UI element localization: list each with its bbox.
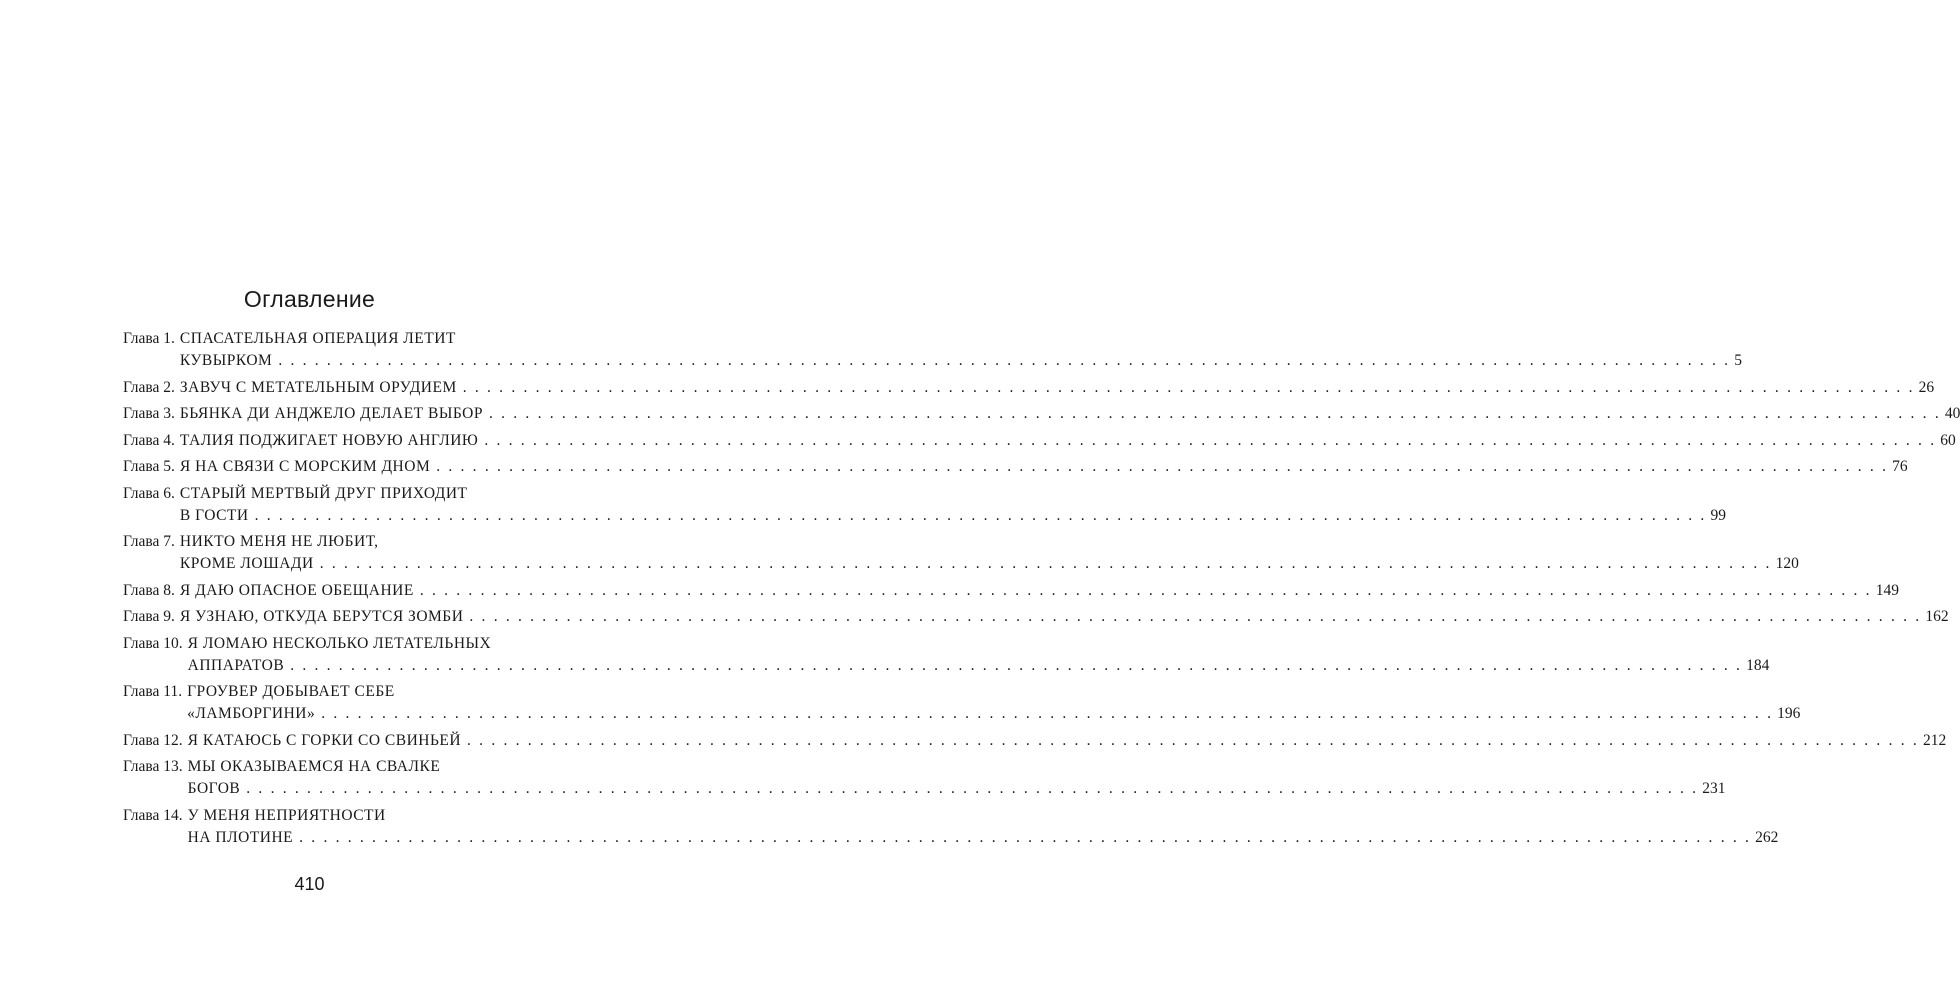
chapter-title-text: НИКТО МЕНЯ НЕ ЛЮБИТ,: [179, 533, 379, 550]
chapter-title-text: В ГОСТИ: [179, 506, 249, 524]
chapter-page-number: 5: [1734, 352, 1742, 369]
chapter-body: [179, 456, 1908, 478]
chapter-page-number: 76: [1892, 458, 1908, 475]
dot-leader: . . . . . . . . . . . . . . . . . . . . . . . . . . . . . . . . . . . . . . . . . . . . . . . . . . . . . . . . . . . . . . . . . . . . . . . . . . . . . . . . . . . . . . . . . . . . . . . . . . . . . . . . . . . . . . . . . . . . . . . .: [254, 506, 1707, 524]
dot-leader: . . . . . . . . . . . . . . . . . . . . . . . . . . . . . . . . . . . . . . . . . . . . . . . . . . . . . . . . . . . . . . . . . . . . . . . . . . . . . . . . . . . . . . . . . . . . . . . . . . . . . . . . . . . . . . . . . . . . . . . .: [419, 581, 1872, 599]
chapter-page-number: 212: [1922, 731, 1947, 749]
chapter-body: [187, 633, 1770, 677]
chapter-title-text: КУВЫРКОМ: [179, 352, 273, 369]
chapter-title-line: [180, 328, 553, 350]
chapter-page-number: 149: [1875, 581, 1900, 599]
chapter-page-number: 120: [1775, 555, 1799, 572]
dot-leader: . . . . . . . . . . . . . . . . . . . . . . . . . . . . . . . . . . . . . . . . . . . . . . . . . . . . . . . . . . . . . . . . . . . . . . . . . . . . . . . . . . . . . . . . . . . . . . . . . . . . . . . . . . . . . . . . . . . . . . . .: [319, 555, 1772, 572]
toc-entry: [123, 328, 1742, 372]
chapter-label: Глава 3.: [123, 405, 175, 422]
dot-leader: . . . . . . . . . . . . . . . . . . . . . . . . . . . . . . . . . . . . . . . . . . . . . . . . . . . . . . . . . . . . . . . . . . . . . . . . . . . . . . . . . . . . . . . . . . . . . . . . . . . . . . . . . . . . . . . . . . . . . . . .: [299, 828, 1752, 846]
chapter-page-number: 196: [1777, 705, 1801, 722]
chapter-body: [179, 483, 1727, 527]
chapter-body: [179, 606, 1949, 628]
chapter-label: Глава 10.: [123, 634, 183, 652]
chapter-title-line: [179, 505, 1727, 527]
dot-leader: . . . . . . . . . . . . . . . . . . . . . . . . . . . . . . . . . . . . . . . . . . . . . . . . . . . . . . . . . . . . . . . . . . . . . . . . . . . . . . . . . . . . . . . . . . . . . . . . . . . . . . . . . . . . . . . . . . . . . . . .: [467, 731, 1919, 749]
toc-entry: [123, 456, 1908, 478]
chapter-title-line: [188, 756, 553, 778]
chapter-title-text: АППАРАТОВ: [187, 656, 285, 674]
toc-entry: [123, 756, 1726, 800]
chapter-title-line: [179, 606, 1949, 628]
chapter-title-text: ЗАВУЧ С МЕТАТЕЛЬНЫМ ОРУДИЕМ: [179, 378, 457, 396]
dot-leader: . . . . . . . . . . . . . . . . . . . . . . . . . . . . . . . . . . . . . . . . . . . . . . . . . . . . . . . . . . . . . . . . . . . . . . . . . . . . . . . . . . . . . . . . . . . . . . . . . . . . . . . . . . . . . . . . . . . . . . . .: [484, 431, 1937, 449]
chapter-body: [187, 756, 1726, 800]
chapter-title-line: [179, 580, 1900, 602]
toc-entry: [123, 681, 1801, 725]
toc-entry: [123, 531, 1799, 575]
chapter-body: [179, 531, 1799, 575]
chapter-page-number: 60: [1940, 431, 1956, 449]
dot-leader: . . . . . . . . . . . . . . . . . . . . . . . . . . . . . . . . . . . . . . . . . . . . . . . . . . . . . . . . . . . . . . . . . . . . . . . . . . . . . . . . . . . . . . . . . . . . . . . . . . . . . . . . . . . . . . . . . . . . . . . .: [278, 352, 1731, 369]
chapter-label: Глава 6.: [123, 484, 175, 502]
chapter-label: Глава 8.: [123, 581, 175, 599]
chapter-title-line: [187, 827, 1779, 849]
dot-leader: . . . . . . . . . . . . . . . . . . . . . . . . . . . . . . . . . . . . . . . . . . . . . . . . . . . . . . . . . . . . . . . . . . . . . . . . . . . . . . . . . . . . . . . . . . . . . . . . . . . . . . . . . . . . . . . . . . . . . . . .: [321, 705, 1774, 722]
chapter-body: [187, 730, 1947, 752]
chapter-title-text: «ЛАМБОРГИНИ»: [187, 705, 316, 722]
chapter-page-number: 162: [1925, 608, 1949, 625]
dot-leader: . . . . . . . . . . . . . . . . . . . . . . . . . . . . . . . . . . . . . . . . . . . . . . . . . . . . . . . . . . . . . . . . . . . . . . . . . . . . . . . . . . . . . . . . . . . . . . . . . . . . . . . . . . . . . . . . . . . . . . . .: [246, 780, 1699, 797]
toc-entry: [123, 403, 1960, 425]
chapter-title-text: Я ЛОМАЮ НЕСКОЛЬКО ЛЕТАТЕЛЬНЫХ: [187, 634, 492, 652]
chapter-title-text: Я КАТАЮСЬ С ГОРКИ СО СВИНЬЕЙ: [187, 731, 462, 749]
chapter-title-line: [187, 681, 553, 703]
chapter-title-line: [180, 531, 553, 553]
chapter-body: [179, 403, 1960, 425]
chapter-title-line: [187, 655, 1770, 677]
chapter-label: Глава 11.: [123, 683, 183, 700]
chapter-title-line: [179, 377, 1935, 399]
chapter-title-line: [179, 403, 1960, 425]
chapter-body: [187, 805, 1779, 849]
page-number: 410: [294, 874, 325, 894]
toc-entry: [123, 633, 1770, 677]
toc-entry: [123, 483, 1727, 527]
chapter-page-number: 99: [1710, 506, 1727, 524]
chapter-title-text: БЬЯНКА ДИ АНДЖЕЛО ДЕЛАЕТ ВЫБОР: [179, 405, 483, 422]
chapter-title-text: КРОМЕ ЛОШАДИ: [179, 555, 314, 572]
chapter-page-number: 231: [1702, 780, 1726, 797]
chapter-label: Глава 7.: [123, 533, 175, 550]
chapter-body: [187, 681, 1801, 725]
chapter-label: Глава 13.: [123, 758, 183, 775]
chapter-title-text: Я ДАЮ ОПАСНОЕ ОБЕЩАНИЕ: [179, 581, 414, 599]
toc-entry: [123, 430, 1956, 452]
toc-entry: [123, 580, 1900, 602]
chapter-title-text: У МЕНЯ НЕПРИЯТНОСТИ: [187, 806, 386, 824]
toc-entry: [123, 377, 1935, 399]
chapter-title-text: Я УЗНАЮ, ОТКУДА БЕРУТСЯ ЗОМБИ: [179, 608, 464, 625]
dot-leader: . . . . . . . . . . . . . . . . . . . . . . . . . . . . . . . . . . . . . . . . . . . . . . . . . . . . . . . . . . . . . . . . . . . . . . . . . . . . . . . . . . . . . . . . . . . . . . . . . . . . . . . . . . . . . . . . . . . . . . . .: [436, 458, 1889, 475]
toc-entry: [123, 606, 1949, 628]
page-title: Оглавление: [243, 286, 376, 312]
chapter-title-text: ГРОУВЕР ДОБЫВАЕТ СЕБЕ: [187, 683, 395, 700]
toc-entry: [123, 730, 1947, 752]
chapter-label: Глава 12.: [123, 731, 183, 749]
chapter-title-text: НА ПЛОТИНЕ: [187, 828, 294, 846]
chapter-title-line: [179, 553, 1799, 575]
chapter-label: Глава 5.: [123, 458, 175, 475]
chapter-title-line: [187, 703, 1801, 725]
chapter-title-text: СПАСАТЕЛЬНАЯ ОПЕРАЦИЯ ЛЕТИТ: [179, 330, 456, 347]
chapter-page-number: 184: [1746, 656, 1770, 674]
table-of-contents: [123, 328, 1960, 853]
chapter-body: [179, 580, 1900, 602]
chapter-label: Глава 2.: [123, 378, 175, 396]
chapter-title-text: СТАРЫЙ МЕРТВЫЙ ДРУГ ПРИХОДИТ: [179, 484, 468, 502]
dot-leader: . . . . . . . . . . . . . . . . . . . . . . . . . . . . . . . . . . . . . . . . . . . . . . . . . . . . . . . . . . . . . . . . . . . . . . . . . . . . . . . . . . . . . . . . . . . . . . . . . . . . . . . . . . . . . . . . . . . . . . . .: [290, 656, 1743, 674]
chapter-page-number: 26: [1918, 378, 1935, 396]
chapter-title-line: [187, 778, 1726, 800]
chapter-title-text: БОГОВ: [187, 780, 241, 797]
chapter-body: [179, 377, 1935, 399]
chapter-title-line: [179, 350, 1742, 372]
chapter-title-text: ТАЛИЯ ПОДЖИГАЕТ НОВУЮ АНГЛИЮ: [179, 431, 479, 449]
chapter-label: Глава 1.: [123, 330, 175, 347]
chapter-title-line: [187, 730, 1947, 752]
chapter-body: [179, 430, 1956, 452]
dot-leader: . . . . . . . . . . . . . . . . . . . . . . . . . . . . . . . . . . . . . . . . . . . . . . . . . . . . . . . . . . . . . . . . . . . . . . . . . . . . . . . . . . . . . . . . . . . . . . . . . . . . . . . . . . . . . . . . . . . . . . . .: [469, 608, 1922, 625]
chapter-title-line: [179, 456, 1908, 478]
chapter-title-text: Я НА СВЯЗИ С МОРСКИМ ДНОМ: [179, 458, 431, 475]
chapter-page-number: 40: [1944, 405, 1960, 422]
toc-entry: [123, 805, 1779, 849]
dot-leader: . . . . . . . . . . . . . . . . . . . . . . . . . . . . . . . . . . . . . . . . . . . . . . . . . . . . . . . . . . . . . . . . . . . . . . . . . . . . . . . . . . . . . . . . . . . . . . . . . . . . . . . . . . . . . . . . . . . . . . . .: [488, 405, 1941, 422]
chapter-label: Глава 9.: [123, 608, 175, 625]
chapter-title-text: МЫ ОКАЗЫВАЕМСЯ НА СВАЛКЕ: [187, 758, 441, 775]
chapter-page-number: 262: [1755, 828, 1779, 846]
chapter-title-line: [188, 805, 553, 827]
chapter-title-line: [188, 633, 553, 655]
chapter-title-line: [180, 483, 553, 505]
chapter-label: Глава 4.: [123, 431, 175, 449]
dot-leader: . . . . . . . . . . . . . . . . . . . . . . . . . . . . . . . . . . . . . . . . . . . . . . . . . . . . . . . . . . . . . . . . . . . . . . . . . . . . . . . . . . . . . . . . . . . . . . . . . . . . . . . . . . . . . . . . . . . . . . . .: [462, 378, 1915, 396]
chapter-label: Глава 14.: [123, 806, 183, 824]
chapter-title-line: [179, 430, 1956, 452]
chapter-body: [179, 328, 1742, 372]
